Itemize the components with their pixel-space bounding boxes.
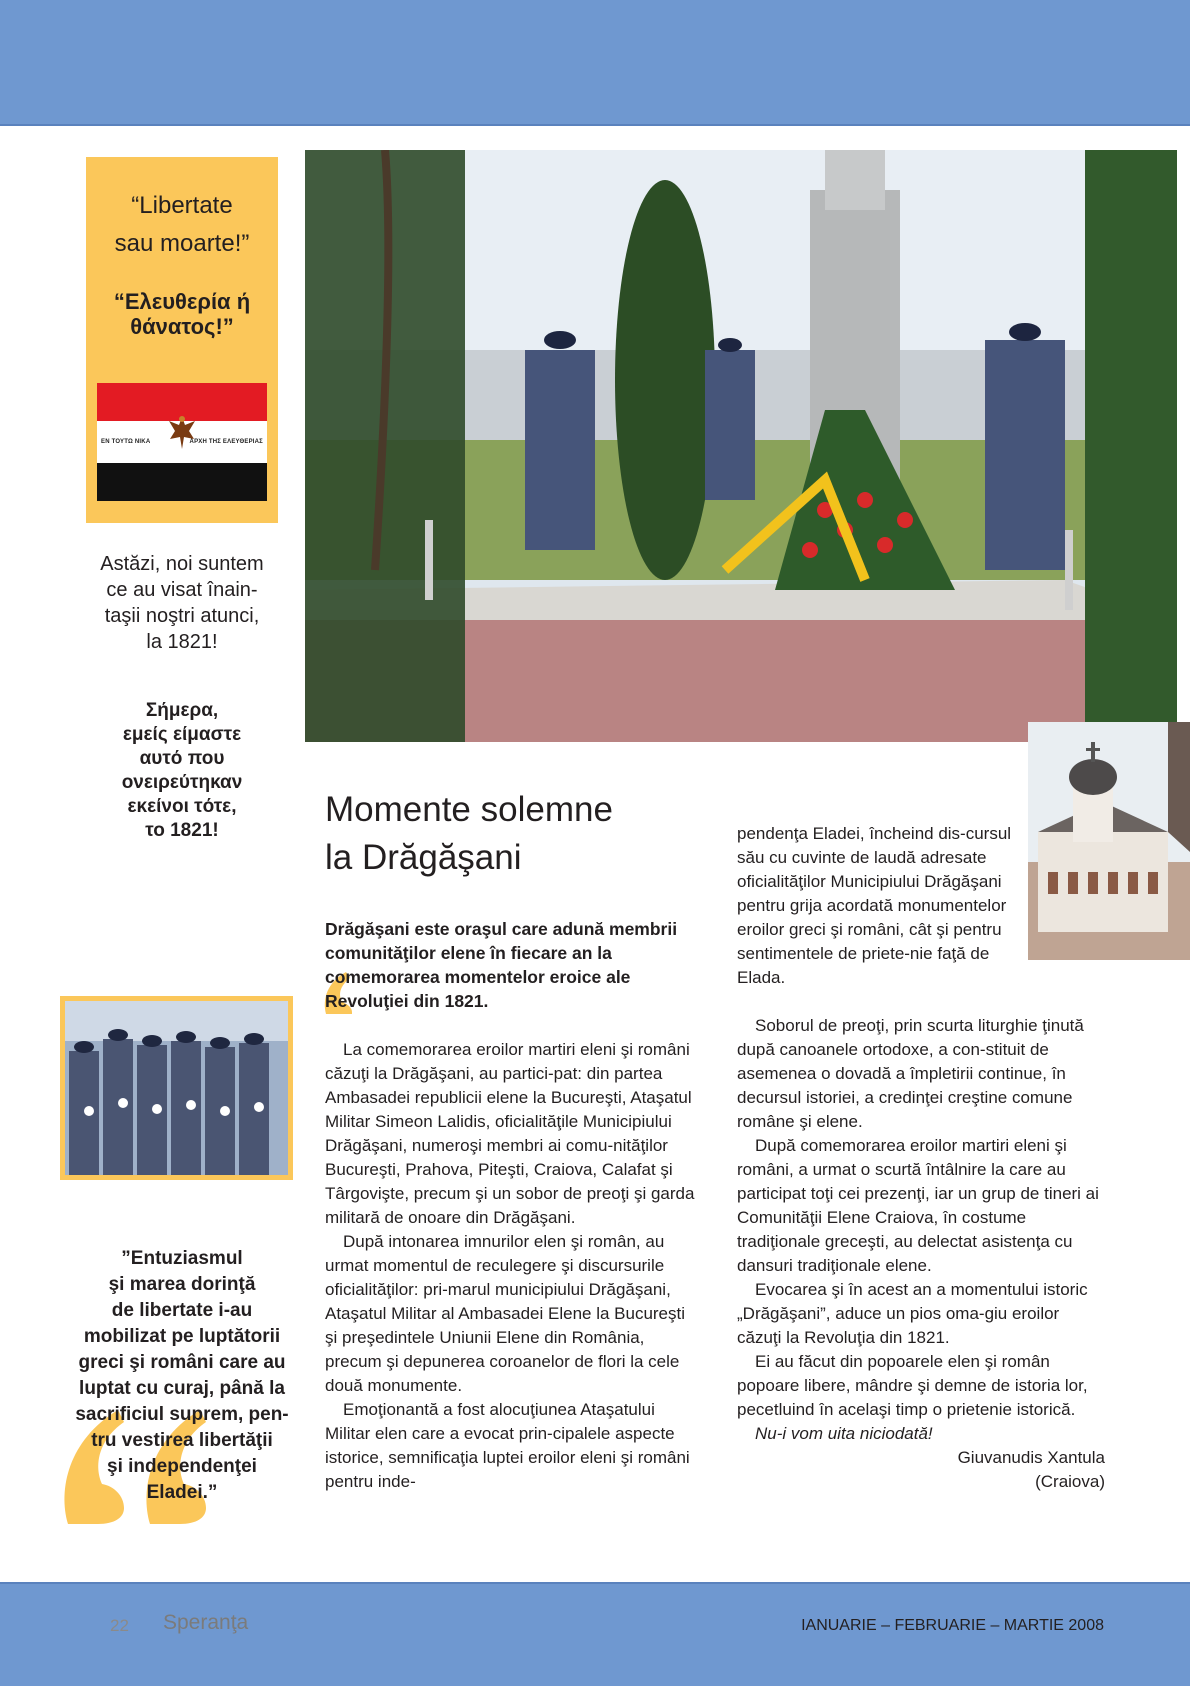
sidebar-note-romanian: Astăzi, noi suntem ce au visat înain- taşii noştri atunci, la 1821! bbox=[100, 553, 264, 653]
header-band bbox=[0, 0, 1190, 126]
church-photo bbox=[1028, 722, 1190, 960]
sidebar-quote: ”Entuziasmul şi marea dorinţă de libertate i-au mobilizat pe luptătorii greci şi români care au luptat cu curaj, până la sacrificiul suprem, pen- tru vestirea libertăţii şi independenţei Eladei.” bbox=[75, 1248, 289, 1503]
paragraph: Emoţionantă a fost alocuţiunea Ataşatului Militar elen care a evocat prin-cipalele aspecte istorice, semnificaţia luptei eroilor eleni şi români pentru inde- bbox=[325, 1400, 690, 1491]
paragraph: pendenţa Eladei, încheind dis-cursul său cu cuvinte de laudă adresate oficialităţilor Municipiului Drăgăşani pentru grija acordată monumentelor eroilor greci şi români, cât şi pentru sentimentele de priete-nie faţă de Elada. bbox=[737, 824, 1012, 987]
article-column-1 bbox=[325, 1038, 695, 1494]
flag-motto-right: ΑΡΧΗ ΤΗΣ ΕΛΕΥΘΕΡΙΑΣ bbox=[189, 439, 263, 445]
article-lead: Drăgăşani este oraşul care adună membrii comunităţilor elene în fiecare an la comemorarea momentelor eroice ale Revoluţiei din 1821. bbox=[325, 919, 678, 1011]
paragraph: După comemorarea eroilor martiri eleni şi români, a urmat o scurtă întâlnire la care au participat toţi cei prezenţi, iar un grup de tineri ai Comunităţii Elene Craiova, în costume tradiţionale greceşti, au delectat asistenţa cu dansuri tradiţionale elene. bbox=[737, 1136, 1099, 1275]
article-author-city: (Craiova) bbox=[1035, 1472, 1105, 1491]
paragraph: La comemorarea eroilor martiri eleni şi români căzuţi la Drăgăşani, au partici-pat: din partea Ambasadei republicii elene la Bucureşti, Ataşatul Militar Simeon Lalidis, oficialităţile Municipiului Drăgăşani, numeroşi membri ai comu-nităţilor Bucureşti, Prahova, Piteşti, Craiova, Calafat şi Târgovişte, precum şi un sobor de preoţi şi garda militară de onoare din Drăgăşani. bbox=[325, 1040, 695, 1227]
quote-romanian: “Libertate sau moarte!” bbox=[114, 192, 250, 257]
page-number: 22 bbox=[110, 1616, 129, 1635]
quote-greek: “Ελευθερία ή θάνατος!” bbox=[113, 289, 251, 339]
issue-date: IANUARIE – FEBRUARIE – MARTIE 2008 bbox=[801, 1617, 1104, 1634]
paragraph: Evocarea şi în acest an a momentului istoric „Drăgăşani”, aduce un pios oma-giu eroilor căzuţi la Revoluţia din 1821. bbox=[737, 1280, 1088, 1347]
article-author: Giuvanudis Xantula bbox=[957, 1448, 1105, 1467]
paragraph: Ei au făcut din popoarele elen şi român popoare libere, mândre şi demne de istoria lor, pecetluind în acelaşi timp o prietenie istorică. bbox=[737, 1352, 1088, 1419]
revolution-flag-image bbox=[97, 383, 267, 501]
article-signoff: Nu-i vom uita niciodată! bbox=[755, 1424, 933, 1443]
article-column-2-top bbox=[737, 822, 1025, 990]
magazine-name: Speranţa bbox=[163, 1611, 249, 1634]
ceremony-photo bbox=[305, 150, 1177, 742]
quote-box bbox=[86, 157, 278, 523]
paragraph: După intonarea imnurilor elen şi român, au urmat momentul de reculegere şi discursurile oficialităţilor: pri-marul municipiului Drăgăşani, Ataşatul Militar al Ambasadei Elene la Bucureşti şi preşedintele Uniunii Elene din România, precum şi depunerea coroanelor de flori la cele două monumente. bbox=[325, 1232, 686, 1395]
sidebar-note-greek: Σήμερα, εμείς είμαστε αυτό που ονειρεύτηκαν εκείνοι τότε, το 1821! bbox=[121, 700, 243, 841]
paragraph: Soborul de preoţi, prin scurta liturghie ţinută după canoanele ortodoxe, a con-stituit de asemenea o dovadă a împletirii continue, în decursul istoriei, a credinţei creştine comune române şi elene. bbox=[737, 1016, 1084, 1131]
honor-guard-photo bbox=[60, 996, 293, 1180]
phoenix-emblem-icon bbox=[167, 413, 197, 453]
article-title: Momente solemne la Drăgăşani bbox=[325, 790, 613, 877]
article-column-2 bbox=[737, 1014, 1105, 1494]
flag-motto-left: ΕΝ ΤΟΥΤΩ ΝΙΚΑ bbox=[101, 439, 151, 445]
